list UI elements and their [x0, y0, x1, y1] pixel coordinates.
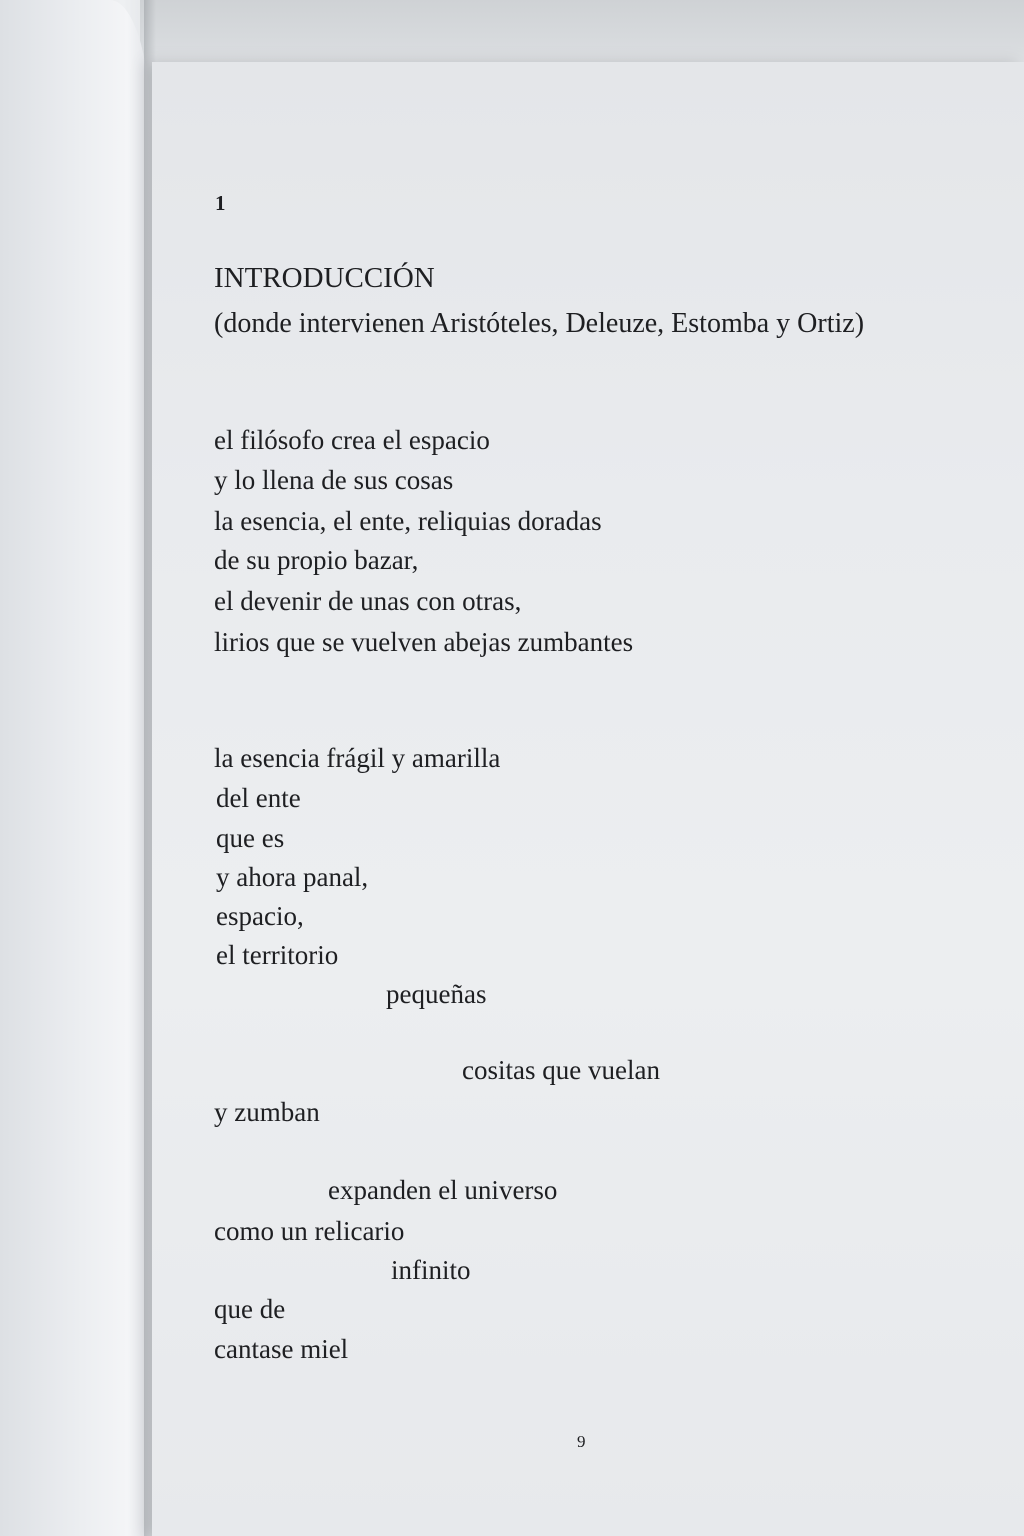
poem-line: la esencia, el ente, reliquias doradas	[214, 506, 602, 536]
poem-line: y ahora panal,	[216, 862, 369, 892]
poem-line: infinito	[391, 1255, 471, 1285]
poem-line: y zumban	[214, 1097, 320, 1127]
poem-line: cantase miel	[214, 1334, 349, 1364]
poem-line: espacio,	[216, 901, 304, 931]
poem-line: el filósofo crea el espacio	[214, 425, 490, 455]
poem-line: expanden el universo	[328, 1175, 558, 1205]
poem-line: pequeñas	[386, 979, 487, 1009]
poem-line: el territorio	[216, 940, 339, 970]
poem-line: lirios que se vuelven abejas zumbantes	[214, 627, 634, 657]
poem-line: cositas que vuelan	[462, 1055, 660, 1085]
page-subtitle: (donde intervienen Aristóteles, Deleuze, Estomba y Ortiz)	[214, 308, 865, 339]
page-top-edge	[140, 0, 1024, 66]
section-number: 1	[215, 191, 226, 215]
poem-line: del ente	[216, 783, 301, 813]
poem-line: el devenir de unas con otras,	[214, 586, 522, 616]
poem-line: como un relicario	[214, 1216, 405, 1246]
poem-line: la esencia frágil y amarilla	[214, 743, 501, 773]
poem-line: que es	[216, 823, 285, 853]
page-title: INTRODUCCIÓN	[214, 262, 435, 294]
left-page	[0, 0, 150, 1536]
poem-line: de su propio bazar,	[214, 545, 419, 575]
page-number: 9	[577, 1432, 586, 1451]
poem-line: y lo llena de sus cosas	[214, 465, 454, 495]
poem-line: que de	[214, 1294, 286, 1324]
